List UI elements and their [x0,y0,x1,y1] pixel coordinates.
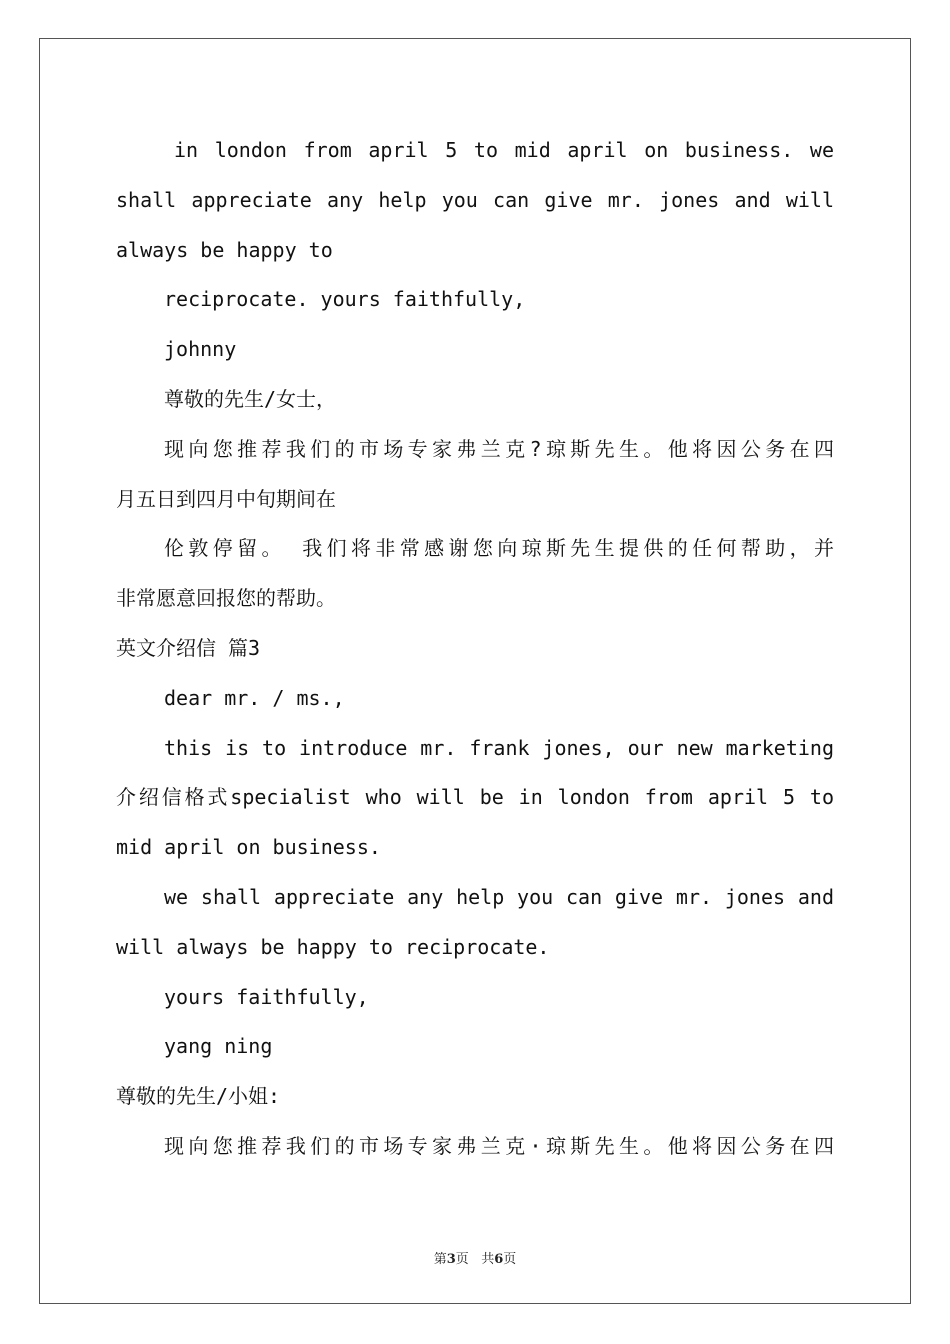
salutation-en: dear mr. / ms., [164,685,345,710]
signature-name: yang ning [164,1034,273,1059]
text-line: 现向您推荐我们的市场专家弗兰克?琼斯先生。他将因公务在四 [164,436,834,461]
text-line: we shall appreciate any help you can give mr. jones and [164,884,834,909]
footer-page-suffix: 页 [455,1252,469,1267]
text-line: this is to introduce mr. frank jones, our new marketing [164,735,834,760]
text-line: 非常愿意回报您的帮助。 [116,586,336,611]
document-body [116,126,834,1172]
text-line: reciprocate. yours faithfully, [164,287,526,312]
text-line: 伦敦停留。 我们将非常感谢您向琼斯先生提供的任何帮助，并 [164,536,834,561]
text-line: mid april on business. [116,835,381,860]
total-pages: 6 [494,1252,504,1267]
page-footer [0,1248,950,1267]
text-line: johnny [164,337,237,362]
section-heading: 英文介绍信 篇3 [116,635,261,660]
closing: yours faithfully, [164,984,369,1009]
text-line: will always be happy to reciprocate. [116,934,550,959]
text-line: shall appreciate any help you can give mr. jones and will [116,187,834,212]
salutation-cn: 尊敬的先生/女士， [164,386,337,411]
footer-prefix: 第 [433,1252,447,1267]
text-line: 现向您推荐我们的市场专家弗兰克·琼斯先生。他将因公务在四 [164,1133,834,1158]
text-line: 月五日到四月中旬期间在 [116,486,336,511]
page-number: 3 [446,1252,456,1267]
footer-total-suffix: 页 [503,1252,517,1267]
text-line: in london from april 5 to mid april on business. we [174,138,834,162]
footer-total-prefix: 共 [481,1252,495,1267]
text-line: always be happy to [116,237,333,262]
salutation-cn: 尊敬的先生/小姐: [116,1084,281,1109]
text-line: 介绍信格式specialist who will be in london from april 5 to [116,785,834,810]
